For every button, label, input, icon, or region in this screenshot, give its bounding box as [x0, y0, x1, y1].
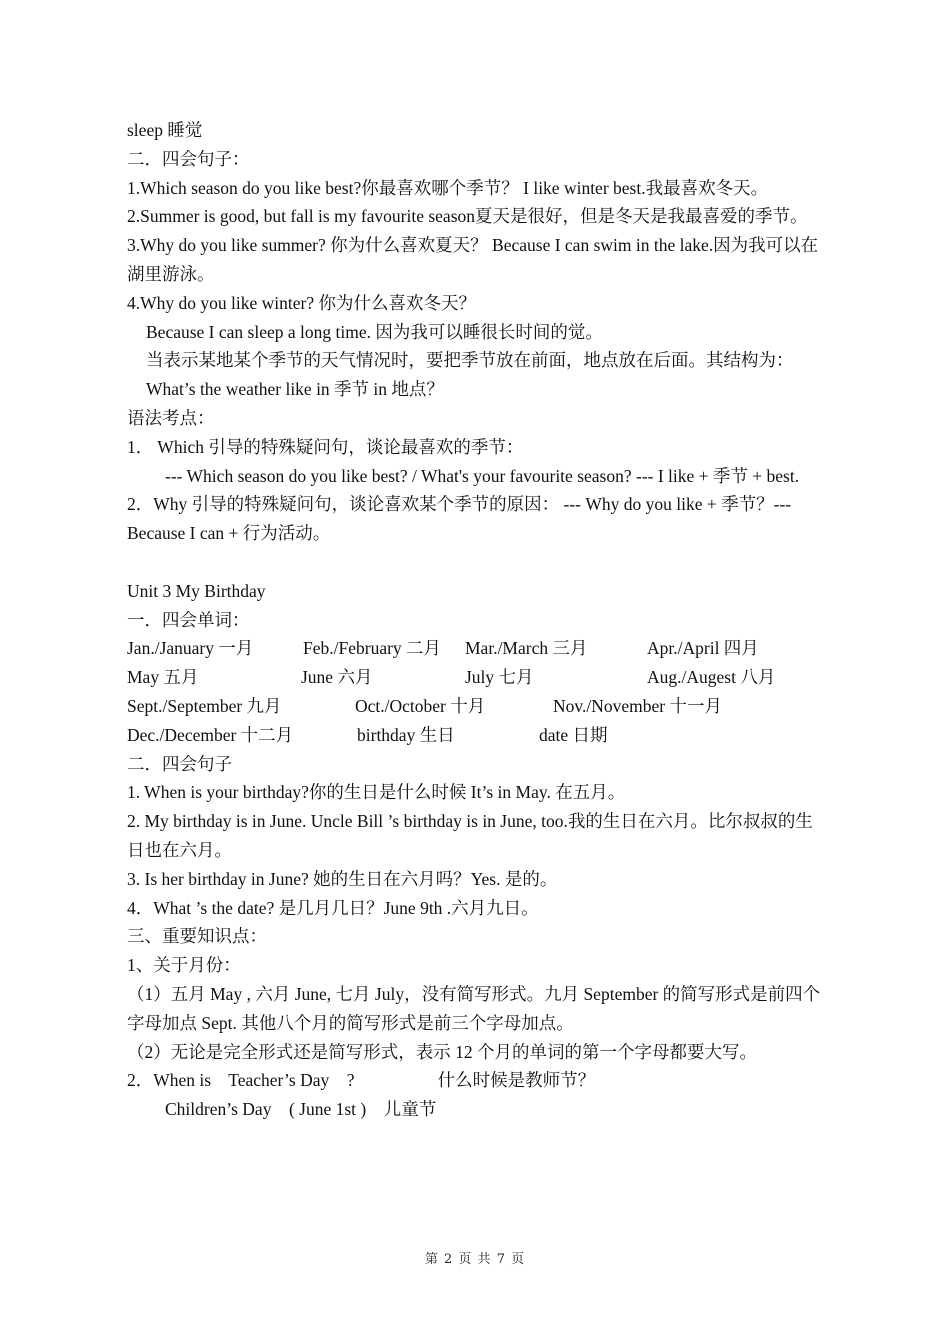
page-content — [127, 116, 827, 1124]
sentences-heading: 二．四会句子 — [127, 753, 232, 774]
unit-title: Unit 3 My Birthday — [127, 580, 266, 601]
words-heading: 一．四会单词： — [127, 609, 250, 630]
grammar-point-1-example: --- Which season do you like best? / What's your favourite season? --- I like + 季节 + best. — [165, 465, 800, 486]
vocab-word: date 日期 — [539, 724, 608, 745]
grammar-point-1: 1． Which 引导的特殊疑问句，谈论最喜欢的季节： — [127, 436, 524, 457]
key-points-heading: 三、重要知识点： — [127, 926, 267, 947]
months-row — [127, 634, 827, 663]
sentence-2: 2.Summer is good, but fall is my favourite season夏天是很好，但是冬天是我最喜爱的季节。 — [127, 206, 808, 227]
birthday-sentence-3: 3. Is her birthday in June? 她的生日在六月吗？Yes. 是的。 — [127, 868, 558, 889]
birthday-sentence-2: 2. My birthday is in June. Uncle Bill ’s birthday is in June, too.我的生日在六月。比尔叔叔的生日也在六月。 — [127, 811, 813, 860]
spacer — [127, 548, 827, 577]
month-word: July 七月 — [465, 667, 534, 688]
page-footer: 第 2 页 共 7 页 — [424, 1252, 526, 1267]
birthday-sentence-1: 1. When is your birthday?你的生日是什么时候 It’s in May. 在五月。 — [127, 782, 626, 803]
month-word: May 五月 — [127, 667, 199, 688]
grammar-heading: 语法考点： — [127, 407, 215, 428]
month-word: Dec./December 十二月 — [127, 724, 294, 745]
sentence-3: 3.Why do you like summer? 你为什么喜欢夏天？ Because I can swim in the lake.因为我可以在湖里游泳。 — [127, 235, 819, 284]
month-word: Jan./January 一月 — [127, 638, 254, 659]
months-row — [127, 663, 827, 692]
month-word: Feb./February 二月 — [303, 638, 442, 659]
month-word: Oct./October 十月 — [355, 695, 486, 716]
month-word: Mar./March 三月 — [465, 638, 588, 659]
sentence-4-answer: Because I can sleep a long time. 因为我可以睡很长时间的觉。 — [146, 321, 603, 342]
months-note-1: （1）五月 May , 六月 June, 七月 July，没有简写形式。九月 September 的简写形式是前四个字母加点 Sept. 其他八个月的简写形式是前三个字母加点。 — [127, 983, 821, 1033]
vocab-line: sleep 睡觉 — [127, 120, 203, 140]
month-word: Nov./November 十一月 — [553, 695, 722, 716]
months-note-2: （2）无论是完全形式还是简写形式，表示 12 个月的单词的第一个字母都要大写。 — [127, 1041, 757, 1062]
grammar-point-2: 2．Why 引导的特殊疑问句，谈论喜欢某个季节的原因： --- Why do you like + 季节？--- Because I can + 行为活动。 — [127, 494, 792, 544]
month-word: Aug./Augest 八月 — [647, 667, 776, 688]
month-word: Apr./April 四月 — [647, 638, 759, 659]
months-row — [127, 692, 827, 721]
birthday-sentence-4: 4．What ’s the date? 是几月几日？June 9th .六月九日。 — [127, 897, 539, 918]
holiday-childrens-day: Children’s Day ( June 1st ) 儿童节 — [165, 1099, 437, 1120]
month-word: Sept./September 九月 — [127, 695, 282, 716]
months-note-heading: 1、关于月份： — [127, 955, 241, 976]
months-row — [127, 721, 827, 750]
section-heading: 二．四会句子： — [127, 148, 250, 169]
weather-structure-note: 当表示某地某个季节的天气情况时，要把季节放在前面，地点放在后面。其结构为：What’s the weather like in 季节 in 地点？ — [146, 350, 794, 400]
vocab-word: birthday 生日 — [357, 724, 455, 745]
sentence-1: 1.Which season do you like best?你最喜欢哪个季节？ I like winter best.我最喜欢冬天。 — [127, 177, 769, 198]
sentence-4: 4.Why do you like winter? 你为什么喜欢冬天？ — [127, 292, 476, 313]
holiday-question: 2．When is Teacher’s Day ? 什么时候是教师节？ — [127, 1070, 596, 1091]
month-word: June 六月 — [301, 667, 373, 688]
